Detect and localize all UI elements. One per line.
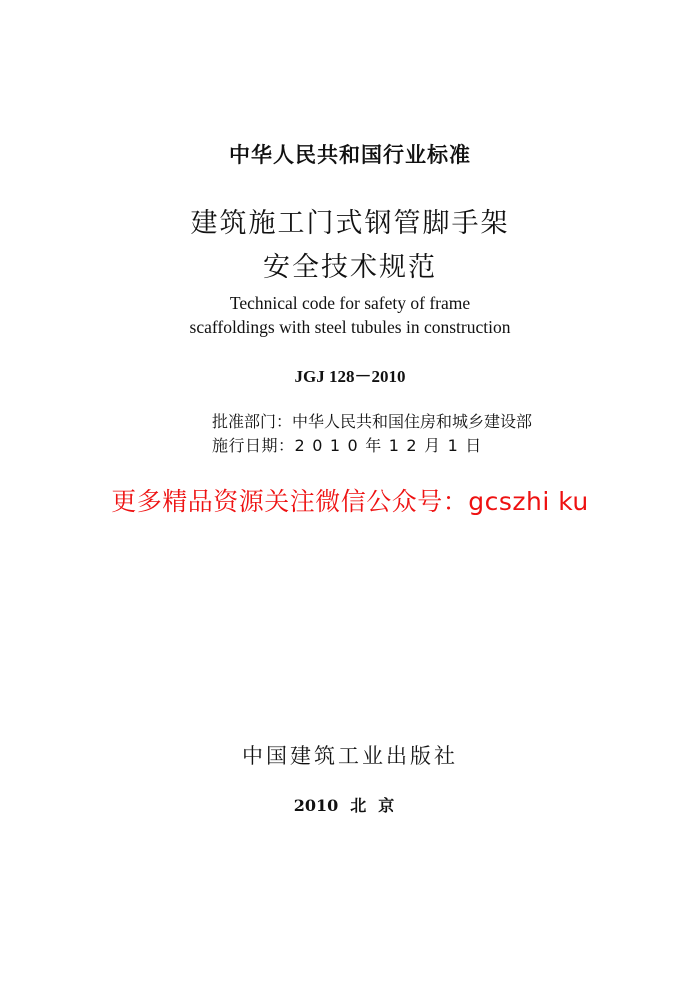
publication-city: 北京 xyxy=(350,796,407,815)
publication-year: 2010 xyxy=(293,796,339,815)
watermark-text: 更多精品资源关注微信公众号：gcszhi ku xyxy=(111,487,589,516)
approval-value: 中华人民共和国住房和城乡建设部 xyxy=(292,412,533,431)
effective-value: 2010年12月1日 xyxy=(294,436,489,455)
standard-code: JGJ 128－2010 xyxy=(294,367,406,386)
publication-year-place xyxy=(0,793,700,816)
effective-label: 施行日期： xyxy=(212,436,295,455)
title-en-line1: Technical code for safety of frame xyxy=(229,293,471,313)
standard-category: 中华人民共和国行业标准 xyxy=(229,143,471,167)
publisher-name: 中国建筑工业出版社 xyxy=(242,744,458,768)
title-cn-line1: 建筑施工门式钢管脚手架 xyxy=(190,208,510,239)
effective-date xyxy=(212,433,489,456)
title-en-line2: scaffoldings with steel tubules in construction xyxy=(189,317,511,337)
approval-department xyxy=(212,409,532,432)
title-cn-line2: 安全技术规范 xyxy=(263,252,437,283)
approval-label: 批准部门： xyxy=(212,412,293,431)
